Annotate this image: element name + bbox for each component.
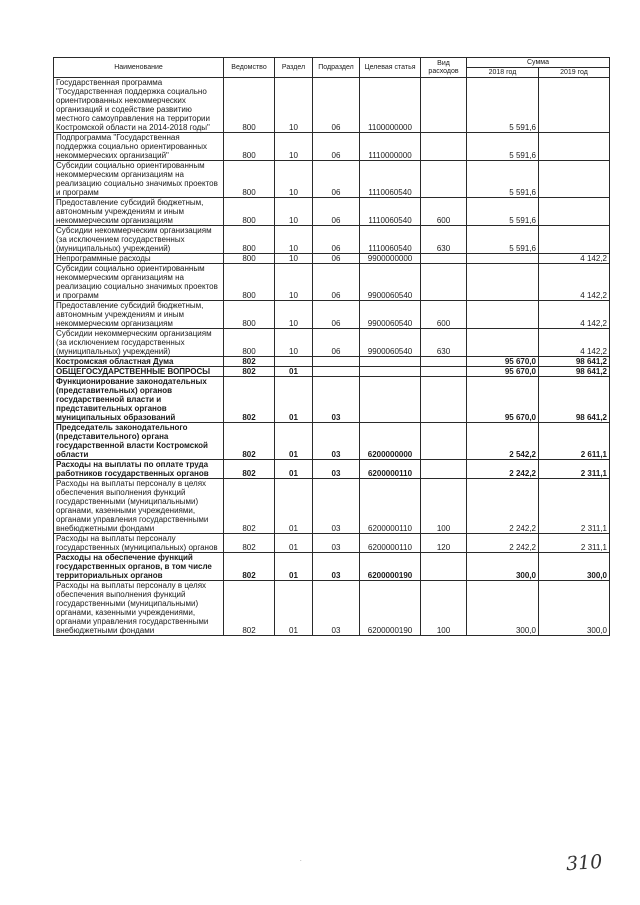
row-name: Непрограммные расходы bbox=[54, 254, 224, 264]
row-amount-2018 bbox=[467, 301, 539, 329]
header-year-2018: 2018 год bbox=[467, 68, 539, 78]
table-row bbox=[54, 553, 610, 581]
row-name: Предоставление субсидий бюджетным, автономным учреждениям и иным некоммерческим организациям bbox=[54, 198, 224, 226]
row-section: 01 bbox=[275, 460, 313, 479]
row-section: 01 bbox=[275, 423, 313, 460]
row-amount-2019 bbox=[539, 226, 610, 254]
row-amount-2018 bbox=[467, 254, 539, 264]
row-section: 10 bbox=[275, 301, 313, 329]
row-amount-2018: 5 591,6 bbox=[467, 198, 539, 226]
row-target bbox=[360, 367, 421, 377]
row-target: 1110060540 bbox=[360, 198, 421, 226]
row-amount-2019: 2 611,1 bbox=[539, 423, 610, 460]
table-row bbox=[54, 161, 610, 198]
table-row bbox=[54, 423, 610, 460]
row-department: 800 bbox=[224, 198, 275, 226]
row-subsection: 06 bbox=[313, 301, 360, 329]
row-target: 6200000110 bbox=[360, 479, 421, 534]
row-amount-2019: 4 142,2 bbox=[539, 264, 610, 301]
row-amount-2018: 5 591,6 bbox=[467, 161, 539, 198]
table-body bbox=[54, 78, 610, 636]
header-name: Наименование bbox=[54, 58, 224, 78]
row-department: 800 bbox=[224, 264, 275, 301]
row-section bbox=[275, 357, 313, 367]
row-section: 01 bbox=[275, 367, 313, 377]
row-subsection: 06 bbox=[313, 78, 360, 133]
table-row bbox=[54, 133, 610, 161]
row-expense-type: 100 bbox=[421, 479, 467, 534]
scan-mark: . bbox=[300, 857, 302, 863]
row-amount-2018: 300,0 bbox=[467, 553, 539, 581]
row-subsection: 06 bbox=[313, 329, 360, 357]
row-section: 01 bbox=[275, 581, 313, 636]
row-name: Расходы на выплаты персоналу в целях обеспечения выполнения функций государственными (муниципальными) органами, казенными учреждениями, органами управления государственными внебюджетными фондами bbox=[54, 581, 224, 636]
row-target: 6200000000 bbox=[360, 423, 421, 460]
row-section: 10 bbox=[275, 226, 313, 254]
header-subsection: Подраздел bbox=[313, 58, 360, 78]
row-subsection: 03 bbox=[313, 553, 360, 581]
row-section: 10 bbox=[275, 198, 313, 226]
row-target: 9900060540 bbox=[360, 301, 421, 329]
row-amount-2019: 98 641,2 bbox=[539, 367, 610, 377]
row-expense-type bbox=[421, 264, 467, 301]
row-subsection bbox=[313, 367, 360, 377]
row-department: 802 bbox=[224, 377, 275, 423]
row-expense-type: 100 bbox=[421, 581, 467, 636]
row-subsection: 06 bbox=[313, 198, 360, 226]
table-row bbox=[54, 329, 610, 357]
row-department: 800 bbox=[224, 301, 275, 329]
row-department: 802 bbox=[224, 460, 275, 479]
row-expense-type bbox=[421, 553, 467, 581]
table-row bbox=[54, 534, 610, 553]
row-department: 800 bbox=[224, 226, 275, 254]
row-department: 800 bbox=[224, 161, 275, 198]
row-section: 10 bbox=[275, 133, 313, 161]
table-row bbox=[54, 78, 610, 133]
row-amount-2019: 2 311,1 bbox=[539, 534, 610, 553]
row-subsection: 06 bbox=[313, 161, 360, 198]
row-expense-type bbox=[421, 367, 467, 377]
row-subsection: 06 bbox=[313, 264, 360, 301]
row-subsection bbox=[313, 357, 360, 367]
row-expense-type bbox=[421, 423, 467, 460]
row-expense-type: 630 bbox=[421, 226, 467, 254]
row-amount-2019: 4 142,2 bbox=[539, 301, 610, 329]
row-expense-type bbox=[421, 161, 467, 198]
row-expense-type bbox=[421, 254, 467, 264]
row-name: Расходы на выплаты по оплате труда работников государственных органов bbox=[54, 460, 224, 479]
table-row bbox=[54, 367, 610, 377]
row-expense-type: 600 bbox=[421, 198, 467, 226]
row-subsection: 03 bbox=[313, 581, 360, 636]
row-name: Подпрограмма "Государственная поддержка социально ориентированных некоммерческих организаций" bbox=[54, 133, 224, 161]
row-expense-type bbox=[421, 133, 467, 161]
row-expense-type bbox=[421, 460, 467, 479]
header-year-2019: 2019 год bbox=[539, 68, 610, 78]
row-target: 6200000190 bbox=[360, 553, 421, 581]
row-target: 9900060540 bbox=[360, 329, 421, 357]
row-target: 9900000000 bbox=[360, 254, 421, 264]
row-amount-2019: 98 641,2 bbox=[539, 377, 610, 423]
row-amount-2019: 2 311,1 bbox=[539, 460, 610, 479]
row-department: 802 bbox=[224, 423, 275, 460]
row-expense-type: 630 bbox=[421, 329, 467, 357]
row-name: Расходы на выплаты персоналу в целях обеспечения выполнения функций государственными (муниципальными) органами, казенными учреждениями, органами управления государственными внебюджетными фондами bbox=[54, 479, 224, 534]
handwritten-page-number: 310 bbox=[565, 850, 603, 876]
row-subsection: 06 bbox=[313, 226, 360, 254]
row-amount-2018: 2 242,2 bbox=[467, 479, 539, 534]
row-name: Субсидии социально ориентированным некоммерческим организациям на реализацию социально значимых проектов и программ bbox=[54, 161, 224, 198]
row-department: 800 bbox=[224, 133, 275, 161]
row-section: 10 bbox=[275, 264, 313, 301]
row-amount-2018: 95 670,0 bbox=[467, 367, 539, 377]
row-department: 802 bbox=[224, 479, 275, 534]
row-target: 6200000190 bbox=[360, 581, 421, 636]
row-expense-type bbox=[421, 377, 467, 423]
row-amount-2018: 300,0 bbox=[467, 581, 539, 636]
row-target: 9900060540 bbox=[360, 264, 421, 301]
row-name: Председатель законодательного (представительного) органа государственной власти Костромской области bbox=[54, 423, 224, 460]
row-amount-2018 bbox=[467, 264, 539, 301]
header-department: Ведомство bbox=[224, 58, 275, 78]
row-section: 10 bbox=[275, 254, 313, 264]
table-row bbox=[54, 226, 610, 254]
row-amount-2019: 300,0 bbox=[539, 553, 610, 581]
row-subsection: 03 bbox=[313, 377, 360, 423]
row-department: 802 bbox=[224, 367, 275, 377]
row-amount-2018: 5 591,6 bbox=[467, 226, 539, 254]
row-amount-2019: 4 142,2 bbox=[539, 254, 610, 264]
row-name: Расходы на обеспечение функций государственных органов, в том числе территориальных органов bbox=[54, 553, 224, 581]
row-amount-2019: 300,0 bbox=[539, 581, 610, 636]
row-amount-2018: 95 670,0 bbox=[467, 357, 539, 367]
row-amount-2019 bbox=[539, 133, 610, 161]
row-department: 800 bbox=[224, 78, 275, 133]
row-amount-2018: 2 242,2 bbox=[467, 460, 539, 479]
row-section: 10 bbox=[275, 78, 313, 133]
row-subsection: 03 bbox=[313, 423, 360, 460]
row-department: 802 bbox=[224, 581, 275, 636]
row-target: 1110000000 bbox=[360, 133, 421, 161]
row-amount-2019 bbox=[539, 161, 610, 198]
row-amount-2019 bbox=[539, 78, 610, 133]
row-target: 1110060540 bbox=[360, 226, 421, 254]
row-name: Субсидии некоммерческим организациям (за исключением государственных (муниципальных) учреждений) bbox=[54, 226, 224, 254]
row-target: 6200000110 bbox=[360, 460, 421, 479]
row-expense-type: 600 bbox=[421, 301, 467, 329]
table-row bbox=[54, 460, 610, 479]
row-section: 01 bbox=[275, 553, 313, 581]
row-expense-type bbox=[421, 78, 467, 133]
row-subsection: 03 bbox=[313, 534, 360, 553]
row-name: Функционирование законодательных (представительных) органов государственной власти и представительных органов муниципальных образований bbox=[54, 377, 224, 423]
row-name: Костромская областная Дума bbox=[54, 357, 224, 367]
table-row bbox=[54, 198, 610, 226]
header-section: Раздел bbox=[275, 58, 313, 78]
row-amount-2018: 2 242,2 bbox=[467, 534, 539, 553]
row-name: ОБЩЕГОСУДАРСТВЕННЫЕ ВОПРОСЫ bbox=[54, 367, 224, 377]
row-department: 802 bbox=[224, 534, 275, 553]
row-subsection: 06 bbox=[313, 254, 360, 264]
row-section: 01 bbox=[275, 534, 313, 553]
row-target: 1100000000 bbox=[360, 78, 421, 133]
row-target: 6200000110 bbox=[360, 534, 421, 553]
header-expense-type: Вид расходов bbox=[421, 58, 467, 78]
table-row bbox=[54, 581, 610, 636]
row-section: 10 bbox=[275, 161, 313, 198]
row-name: Субсидии некоммерческим организациям (за исключением государственных (муниципальных) учреждений) bbox=[54, 329, 224, 357]
row-department: 802 bbox=[224, 553, 275, 581]
budget-table bbox=[53, 57, 610, 636]
row-amount-2019: 4 142,2 bbox=[539, 329, 610, 357]
row-department: 802 bbox=[224, 357, 275, 367]
header-row-1 bbox=[54, 58, 610, 68]
table-row bbox=[54, 377, 610, 423]
table-row bbox=[54, 479, 610, 534]
row-name: Предоставление субсидий бюджетным, автономным учреждениям и иным некоммерческим организациям bbox=[54, 301, 224, 329]
row-target bbox=[360, 377, 421, 423]
row-amount-2019: 98 641,2 bbox=[539, 357, 610, 367]
row-department: 800 bbox=[224, 329, 275, 357]
table-row bbox=[54, 357, 610, 367]
row-target: 1110060540 bbox=[360, 161, 421, 198]
table-row bbox=[54, 254, 610, 264]
table-row bbox=[54, 301, 610, 329]
row-department: 800 bbox=[224, 254, 275, 264]
row-subsection: 03 bbox=[313, 460, 360, 479]
row-amount-2018 bbox=[467, 329, 539, 357]
row-section: 10 bbox=[275, 329, 313, 357]
row-subsection: 06 bbox=[313, 133, 360, 161]
header-sum: Сумма bbox=[467, 58, 610, 68]
row-amount-2018: 5 591,6 bbox=[467, 133, 539, 161]
row-expense-type: 120 bbox=[421, 534, 467, 553]
row-amount-2018: 95 670,0 bbox=[467, 377, 539, 423]
row-expense-type bbox=[421, 357, 467, 367]
header-target: Целевая статья bbox=[360, 58, 421, 78]
row-name: Расходы на выплаты персоналу государственных (муниципальных) органов bbox=[54, 534, 224, 553]
row-name: Государственная программа "Государственная поддержка социально ориентированных некоммерческих организаций и содействие развитию местного самоуправления на территории Костромской области на 2014-2018 годы" bbox=[54, 78, 224, 133]
row-subsection: 03 bbox=[313, 479, 360, 534]
row-amount-2019 bbox=[539, 198, 610, 226]
row-section: 01 bbox=[275, 479, 313, 534]
row-amount-2018: 5 591,6 bbox=[467, 78, 539, 133]
table-row bbox=[54, 264, 610, 301]
row-name: Субсидии социально ориентированным некоммерческим организациям на реализацию социально значимых проектов и программ bbox=[54, 264, 224, 301]
row-target bbox=[360, 357, 421, 367]
row-amount-2018: 2 542,2 bbox=[467, 423, 539, 460]
row-section: 01 bbox=[275, 377, 313, 423]
row-amount-2019: 2 311,1 bbox=[539, 479, 610, 534]
